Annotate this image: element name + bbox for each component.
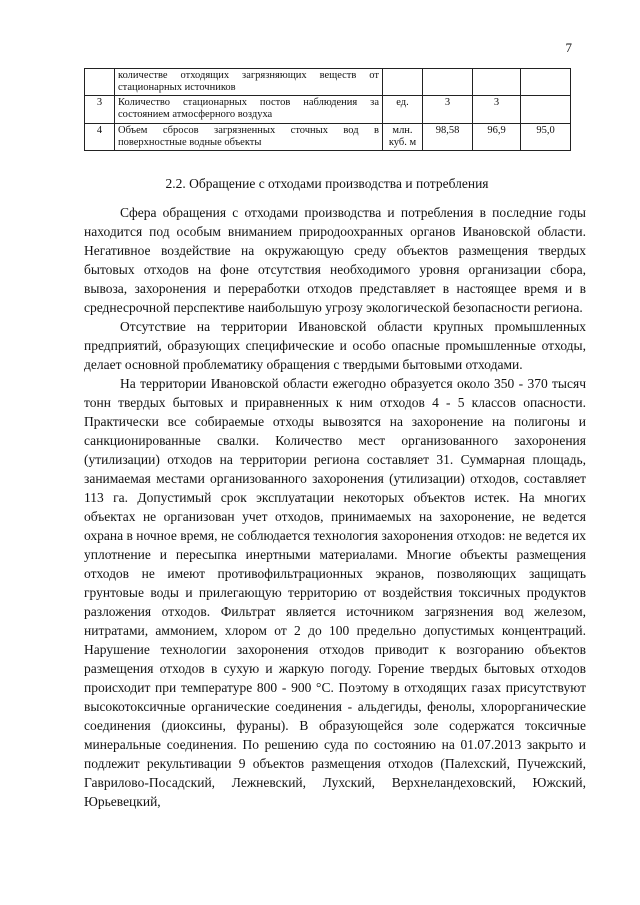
row-number-cell: 4 — [85, 124, 115, 151]
body-text — [84, 203, 586, 811]
paragraph: Сфера обращения с отходами производства и потребления в последние годы находится под особым вниманием природоохранных органов Ивановской области. Негативное воздействие на окружающую среду объектов размещения твердых бытовых отходов на фоне отсутствия необходимого уровня организации сбора, вывоза, захоронения и переработки отходов представляет в настоящее время и в среднесрочной перспективе наибольшую угрозу экологической безопасности региона. — [84, 205, 586, 315]
value-cell — [473, 69, 521, 96]
value-cell — [521, 69, 571, 96]
value-cell: 96,9 — [473, 124, 521, 151]
value-cell: 3 — [473, 96, 521, 124]
unit-cell: млн. куб. м — [383, 124, 423, 151]
indicators-table — [84, 68, 571, 151]
value-cell — [521, 96, 571, 124]
value-cell: 98,58 — [423, 124, 473, 151]
value-cell — [423, 69, 473, 96]
indicator-description-cell: количестве отходящих загрязняющих веществ от стационарных источников — [115, 69, 383, 96]
indicator-description-cell: Количество стационарных постов наблюдения за состоянием атмосферного воздуха — [115, 96, 383, 124]
unit-cell: ед. — [383, 96, 423, 124]
section-title: 2.2. Обращение с отходами производства и потребления — [165, 176, 489, 191]
table-row — [85, 96, 571, 124]
paragraph: На территории Ивановской области ежегодно образуется около 350 - 370 тысяч тонн твердых бытовых и приравненных к ним отходов 4 - 5 классов опасности. Практически все собираемые отходы вывозятся на захоронение на полигоны и санкционированные свалки. Количество мест организованного захоронения (утилизации) отходов на территории региона составляет 31. Суммарная площадь, занимаемая местами организованного захоронения (утилизации) отходов, составляет 113 га. Допустимый срок эксплуатации некоторых объектов истек. На многих объектах не организован учет отходов, принимаемых на захоронение, не ведется охрана в ночное время, не соблюдается технология захоронения отходов: не ведется их уплотнение и пересыпка инертными материалами. Многие объекты размещения отходов не имеют противофильтрационных экранов, позволяющих защищать грунтовые воды и прилегающую территорию от воздействия токсичных продуктов разложения отходов. Фильтрат является источником загрязнения вод железом, нитратами, аммонием, хлором от 2 до 100 предельно допустимых концентраций. Нарушение технологии захоронения отходов приводит к возгоранию объектов размещения отходов в сухую и жаркую погоду. Горение твердых бытовых отходов происходит при температуре 800 - 900 °С. Поэтому в отходящих газах присутствуют высокотоксичные органические соединения - альдегиды, фенолы, хлорорганические соединения (диоксины, фураны). В образующейся золе содержатся токсичные минеральные соединения. По решению суда по состоянию на 01.07.2013 закрыто и подлежит рекультивации 9 объектов размещения отходов (Палехский, Пучежский, Гаврилово-Посадский, Лежневский, Лухский, Верхнеландеховский, Южский, Юрьевецкий, — [84, 376, 586, 809]
paragraph: Отсутствие на территории Ивановской области крупных промышленных предприятий, образующих специфические и особо опасные промышленные отходы, делает основной проблематику обращения с твердыми бытовыми отходами. — [84, 319, 586, 372]
page-number: 7 — [565, 40, 572, 55]
table-row — [85, 69, 571, 96]
table-row — [85, 124, 571, 151]
unit-cell — [383, 69, 423, 96]
row-number-cell: 3 — [85, 96, 115, 124]
value-cell: 3 — [423, 96, 473, 124]
row-number-cell — [85, 69, 115, 96]
indicator-description-cell: Объем сбросов загрязненных сточных вод в поверхностные водные объекты — [115, 124, 383, 151]
value-cell: 95,0 — [521, 124, 571, 151]
